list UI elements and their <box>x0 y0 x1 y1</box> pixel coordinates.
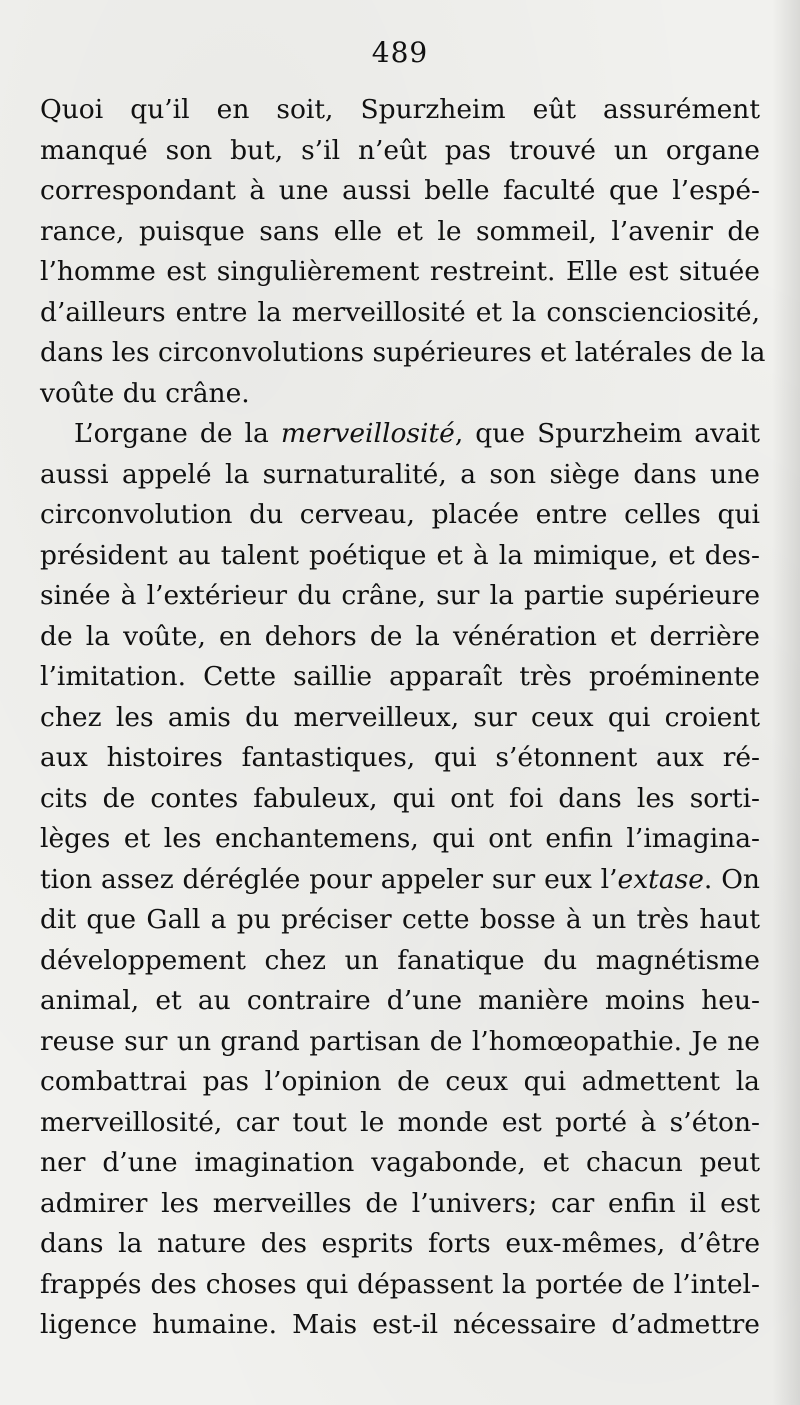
text-line: reuse sur un grand partisan de l’homœopathie. Je ne <box>40 1025 760 1057</box>
text-line: de la voûte, en dehors de la vénération et derrière <box>40 620 760 652</box>
text-line: L’organe de la merveillosité, que Spurzheim avait <box>74 418 760 449</box>
text-line: l’homme est singulièrement restreint. Elle est située <box>40 256 760 287</box>
text-line: rance, puisque sans elle et le sommeil, l’avenir de <box>40 215 760 247</box>
text-line: sinée à l’extérieur du crâne, sur la partie supérieure <box>40 580 760 611</box>
text-line: dans la nature des esprits forts eux-mêmes, d’être <box>40 1228 760 1259</box>
text-line: aussi appelé la surnaturalité, a son siège dans une <box>40 458 760 490</box>
text-line: voûte du crâne. <box>40 377 250 409</box>
text-line: tion assez déréglée pour appeler sur eux l’extase. On <box>40 863 760 895</box>
italic-emphasis: merveillosité <box>280 418 455 449</box>
text-line: animal, et au contraire d’une manière moins heu- <box>40 985 760 1016</box>
text-line: combattrai pas l’opinion de ceux qui admettent la <box>40 1066 760 1097</box>
text-line: circonvolution du cerveau, placée entre celles qui <box>40 499 760 530</box>
text-line: développement chez un fanatique du magnétisme <box>40 944 760 976</box>
text-line: chez les amis du merveilleux, sur ceux qui croient <box>40 701 760 733</box>
italic-emphasis: extase <box>617 863 704 895</box>
text-line: l’imitation. Cette saillie apparaît très proéminente <box>40 661 760 692</box>
text-line: lèges et les enchantemens, qui ont enfin l’imagina- <box>40 823 760 854</box>
text-line: ner d’une imagination vagabonde, et chacun peut <box>40 1147 760 1178</box>
text-line: cits de contes fabuleux, qui ont foi dans les sorti- <box>40 782 760 814</box>
text-line: admirer les merveilles de l’univers; car enfin il est <box>40 1187 760 1219</box>
body-text <box>40 90 766 1346</box>
text-line: correspondant à une aussi belle faculté que l’espé- <box>40 175 760 206</box>
page-number: 489 <box>371 36 429 69</box>
text-line: aux histoires fantastiques, qui s’étonnent aux ré- <box>40 742 760 773</box>
text-line: manqué son but, s’il n’eût pas trouvé un organe <box>40 134 760 166</box>
text-line: merveillosité, car tout le monde est porté à s’éton- <box>40 1106 760 1138</box>
page-edge-shadow <box>772 0 800 1405</box>
text-line: dans les circonvolutions supérieures et latérales de la <box>40 337 766 368</box>
text-line: d’ailleurs entre la merveillosité et la conscienciosité, <box>40 296 760 328</box>
text-line: président au talent poétique et à la mimique, et des- <box>40 539 760 571</box>
text-line: Quoi qu’il en soit, Spurzheim eût assurément <box>40 94 760 125</box>
text-line: frappés des choses qui dépassent la portée de l’intel- <box>40 1268 760 1300</box>
text-line: dit que Gall a pu préciser cette bosse à un très haut <box>40 904 760 935</box>
text-line: ligence humaine. Mais est-il nécessaire d’admettre <box>40 1309 760 1340</box>
